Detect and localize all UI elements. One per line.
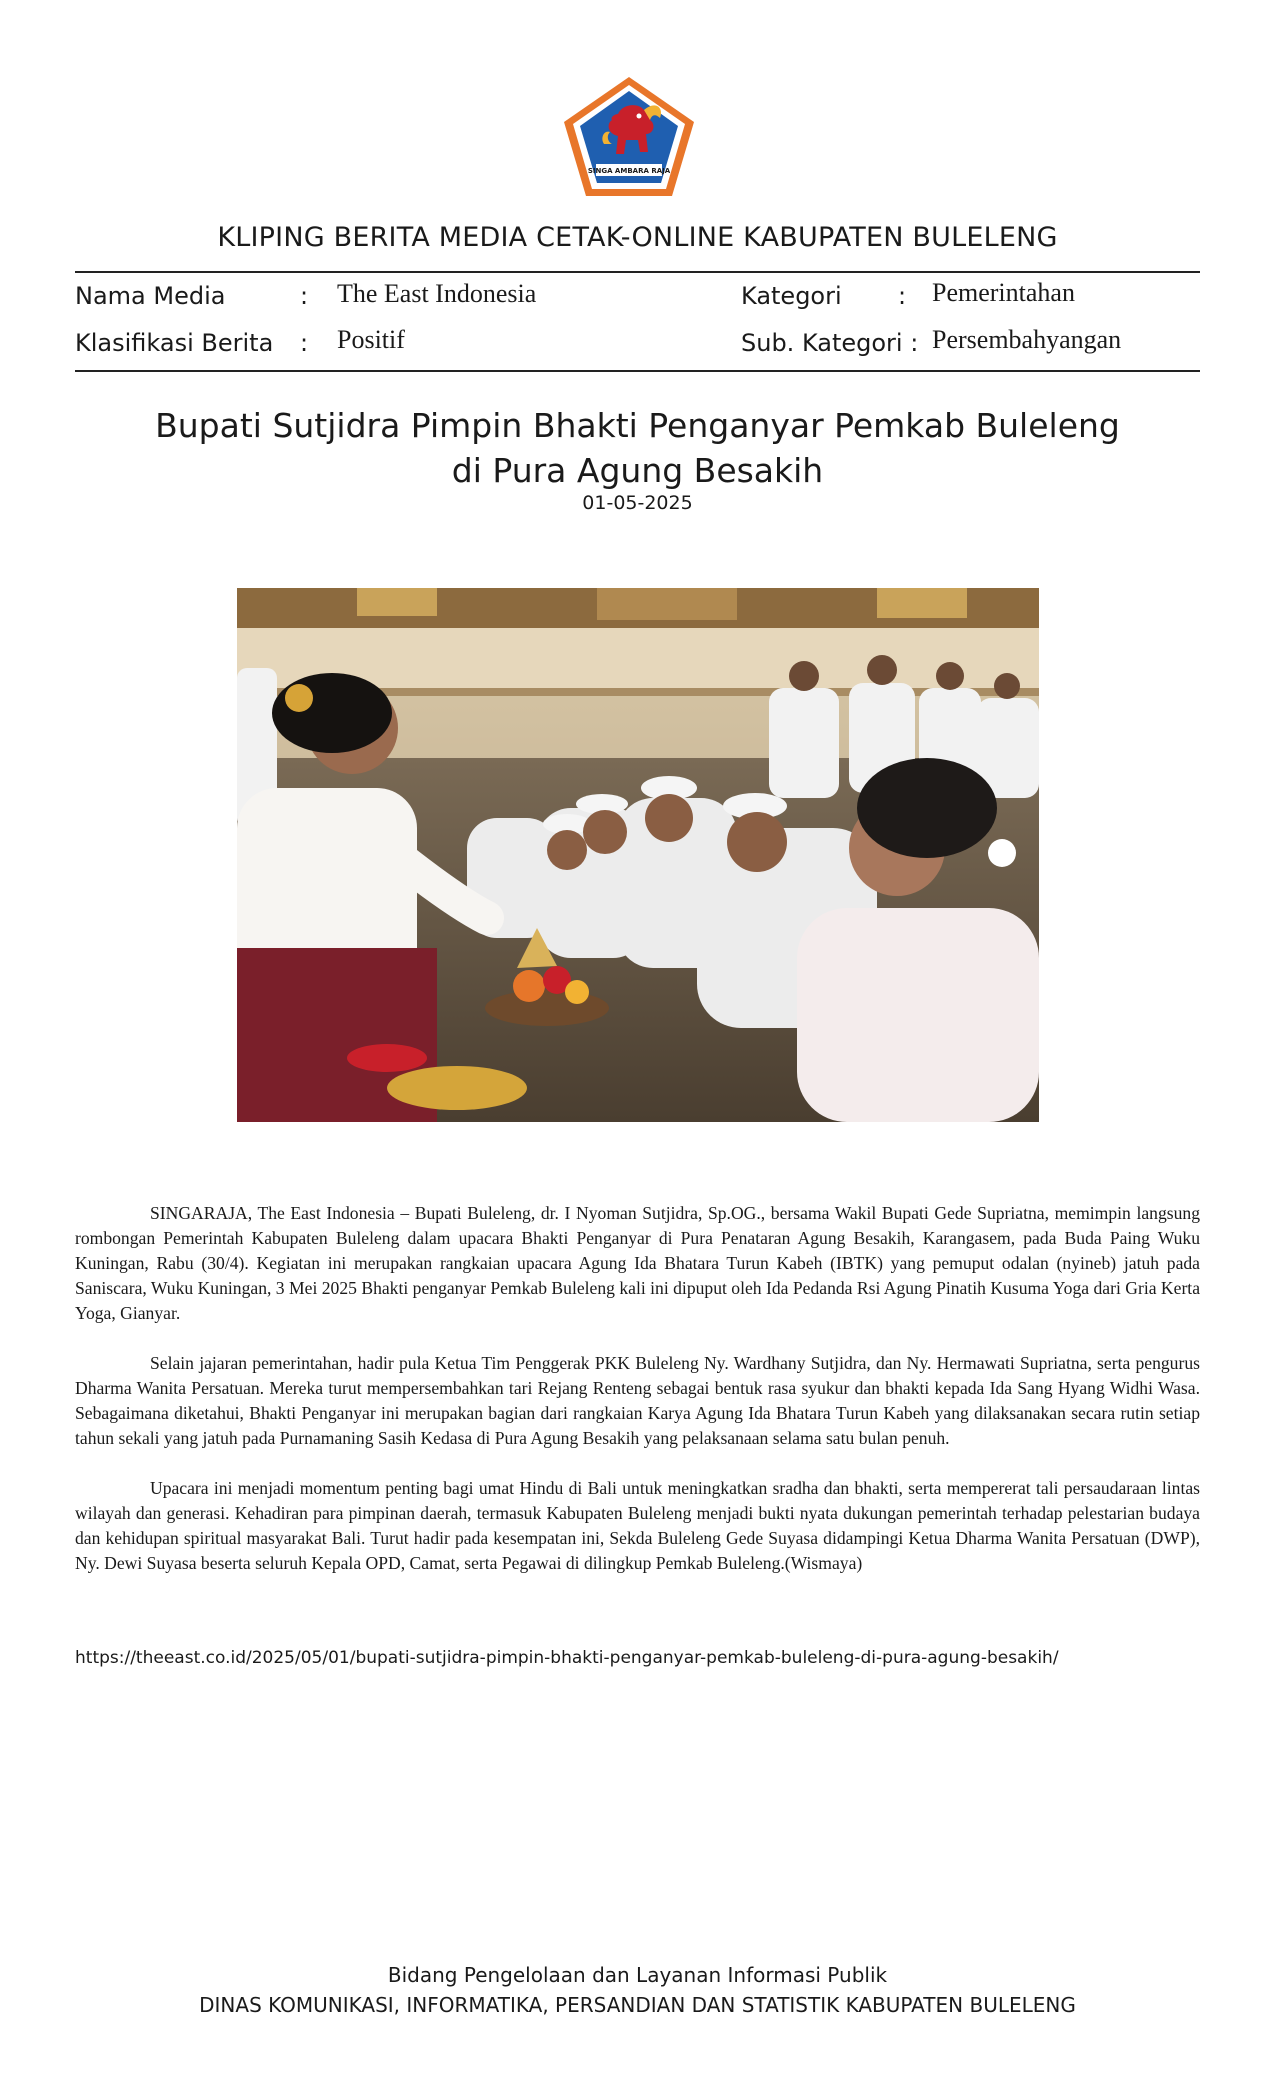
klasifikasi-colon: :: [300, 329, 309, 357]
kategori-value: Pemerintahan: [932, 278, 1075, 307]
article-body: [75, 1201, 1200, 1601]
article-paragraph: Upacara ini menjadi momentum penting bagi umat Hindu di Bali untuk meningkatkan sradha dan bhakti, serta mempererat tali persaudaraan lintas wilayah dan generasi. Kehadiran para pimpinan daerah, termasuk Kabupaten Buleleng menjadi bukti nyata dukungan pemerintah terhadap pelestarian budaya dan kehidupan spiritual masyarakat Bali. Turut hadir pada kesempatan ini, Sekda Buleleng Gede Suyasa didampingi Ketua Dharma Wanita Persatuan (DWP), Ny. Dewi Suyasa beserta seluruh Kepala OPD, Camat, serta Pegawai di dilingkup Pemkab Buleleng.(Wismaya): [75, 1478, 1200, 1573]
article-date: 01-05-2025: [582, 492, 693, 514]
clipping-header-title: KLIPING BERITA MEDIA CETAK-ONLINE KABUPATEN BULELENG: [217, 222, 1058, 253]
bottom-divider: [75, 370, 1200, 372]
top-divider: [75, 271, 1200, 273]
article-paragraph: Selain jajaran pemerintahan, hadir pula Ketua Tim Penggerak PKK Buleleng Ny. Wardhany Sutjidra, dan Ny. Hermawati Supriatna, serta pengurus Dharma Wanita Persatuan. Mereka turut mempersembahkan tari Rejang Renteng sebagai bentuk rasa syukur dan bhakti kepada Ida Sang Hyang Widhi Wasa. Sebagaimana diketahui, Bhakti Penganyar ini merupakan bagian dari rangkaian Karya Agung Ida Bhatara Turun Kabeh yang dilaksanakan secara rutin setiap tahun sekali yang jatuh pada Purnamaning Sasih Kedasa di Pura Agung Besakih yang pelaksanaan selama satu bulan penuh.: [75, 1353, 1200, 1448]
nama-media-value: The East Indonesia: [337, 279, 537, 308]
subkategori-value: Persembahyangan: [932, 325, 1122, 354]
subkategori-label: Sub. Kategori :: [741, 329, 919, 357]
article-paragraph: SINGARAJA, The East Indonesia – Bupati Buleleng, dr. I Nyoman Sutjidra, Sp.OG., bersama Wakil Bupati Gede Supriatna, memimpin langsung rombongan Pemerintah Kabupaten Buleleng dalam upacara Bhakti Penganyar di Pura Penataran Agung Besakih, Karangasem, pada Buda Paing Wuku Kuningan, Rabu (30/4). Kegiatan ini merupakan rangkaian upacara Agung Ida Bhatara Turun Kabeh (IBTK) yang pemuput odalan (nyineb) jatuh pada Saniscara, Wuku Kuningan, 3 Mei 2025 Bhakti penganyar Pemkab Buleleng kali ini dipuput oleh Ida Pedanda Rsi Agung Pinatih Kusuma Yoga dari Gria Kerta Yoga, Gianyar.: [75, 1203, 1200, 1323]
nama-media-label: Nama Media: [75, 282, 226, 310]
klasifikasi-label: Klasifikasi Berita: [75, 329, 274, 357]
article-photo: [237, 588, 1039, 1122]
klasifikasi-value: Positif: [337, 325, 405, 354]
buleleng-emblem-logo: [560, 74, 698, 200]
kategori-colon: :: [898, 282, 907, 310]
logo-motto-text: SINGA AMBARA RAJA: [587, 167, 671, 175]
article-title-line1: Bupati Sutjidra Pimpin Bhakti Penganyar Pemkab Buleleng: [155, 406, 1120, 445]
footer-division: Bidang Pengelolaan dan Layanan Informasi Publik: [387, 1963, 888, 1987]
source-url-link[interactable]: https://theeast.co.id/2025/05/01/bupati-sutjidra-pimpin-bhakti-penganyar-pemkab-buleleng-di-pura-agung-besakih/: [75, 1648, 1059, 1668]
article-title: [0, 403, 1275, 493]
footer-agency: DINAS KOMUNIKASI, INFORMATIKA, PERSANDIAN DAN STATISTIK KABUPATEN BULELENG: [199, 1993, 1076, 2017]
article-title-line2: di Pura Agung Besakih: [451, 451, 824, 490]
nama-media-colon: :: [300, 282, 309, 310]
kategori-label: Kategori: [741, 282, 842, 310]
